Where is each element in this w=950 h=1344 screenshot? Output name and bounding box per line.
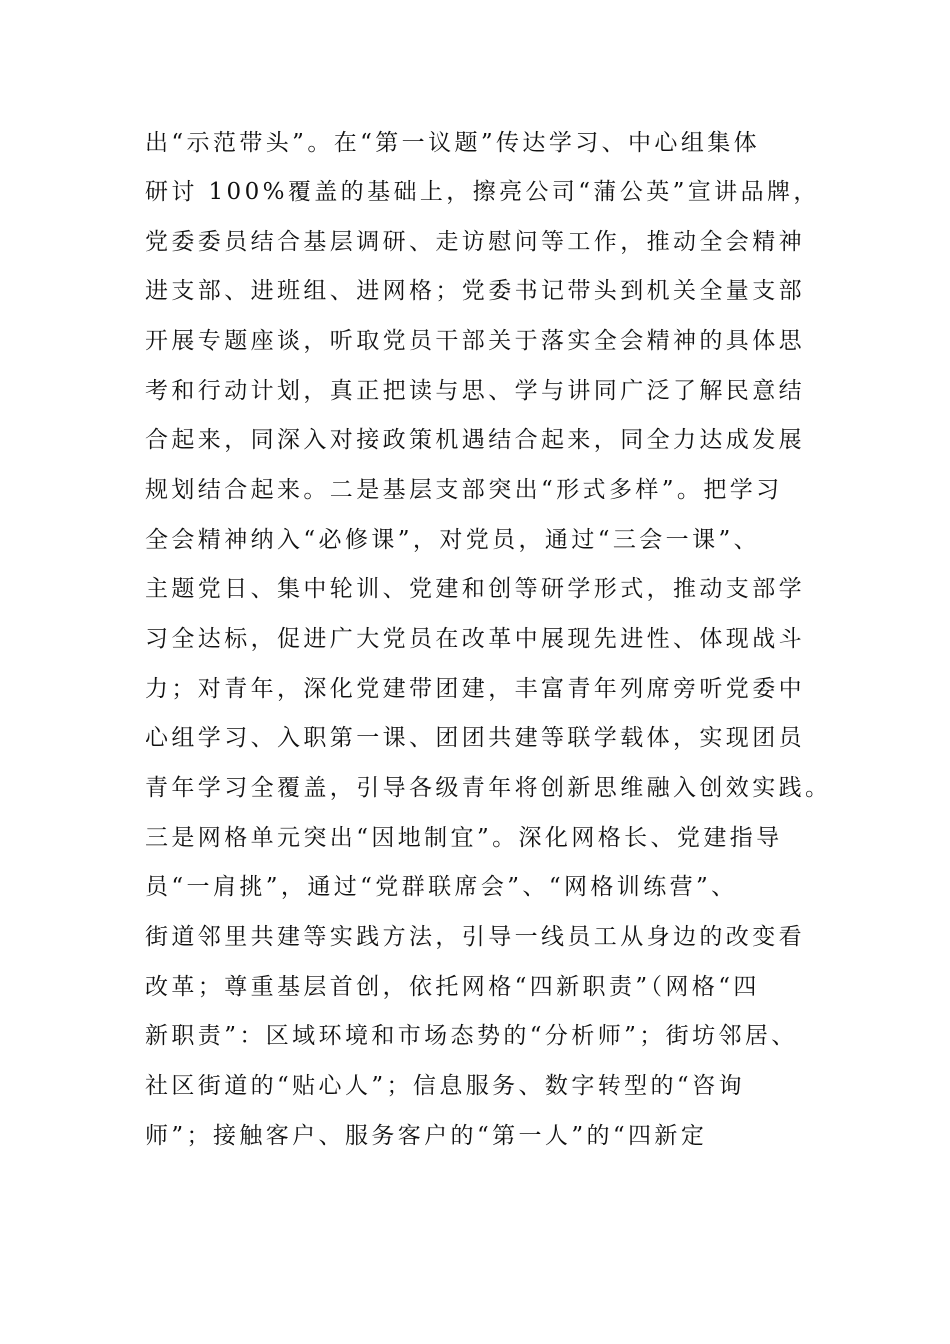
text-line: 研讨 100%覆盖的基础上，擦亮公司“蒲公英”宣讲品牌， — [145, 179, 820, 205]
text-line: 新职责”：区域环境和市场态势的“分析师”；街坊邻居、 — [145, 1023, 798, 1049]
text-line: 考和行动计划，真正把读与思、学与讲同广泛了解民意结 — [145, 378, 805, 404]
text-line: 三是网格单元突出“因地制宜”。深化网格长、党建指导 — [145, 825, 783, 851]
text-line: 开展专题座谈，听取党员干部关于落实全会精神的具体思 — [145, 328, 805, 354]
text-line: 习全达标，促进广大党员在改革中展现先进性、体现战斗 — [145, 626, 805, 652]
text-line: 党委委员结合基层调研、走访慰问等工作，推动全会精神 — [145, 229, 805, 255]
text-line: 心组学习、入职第一课、团团共建等联学载体，实现团员 — [145, 725, 805, 751]
text-line: 改革；尊重基层首创，依托网格“四新职责”（网格“四 — [145, 974, 760, 1000]
text-line: 街道邻里共建等实践方法，引导一线员工从身边的改变看 — [145, 924, 805, 950]
text-line: 进支部、进班组、进网格；党委书记带头到机关全量支部 — [145, 278, 805, 304]
text-line: 规划结合起来。二是基层支部突出“形式多样”。把学习 — [145, 477, 783, 503]
text-line: 师”；接触客户、服务客户的“第一人”的“四新定 — [145, 1123, 708, 1149]
text-line: 青年学习全覆盖，引导各级青年将创新思维融入创效实践。 — [145, 775, 832, 801]
text-line: 力；对青年，深化党建带团建，丰富青年列席旁听党委中 — [145, 676, 805, 702]
text-line: 出“示范带头”。在“第一议题”传达学习、中心组集体 — [145, 130, 761, 156]
text-line: 全会精神纳入“必修课”，对党员，通过“三会一课”、 — [145, 527, 761, 553]
text-line: 合起来，同深入对接政策机遇结合起来，同全力达成发展 — [145, 427, 805, 453]
text-line: 主题党日、集中轮训、党建和创等研学形式，推动支部学 — [145, 576, 805, 602]
text-line: 社区街道的“贴心人”；信息服务、数字转型的“咨询 — [145, 1073, 745, 1099]
text-line: 员“一肩挑”，通过“党群联席会”、“网格训练营”、 — [145, 874, 738, 900]
